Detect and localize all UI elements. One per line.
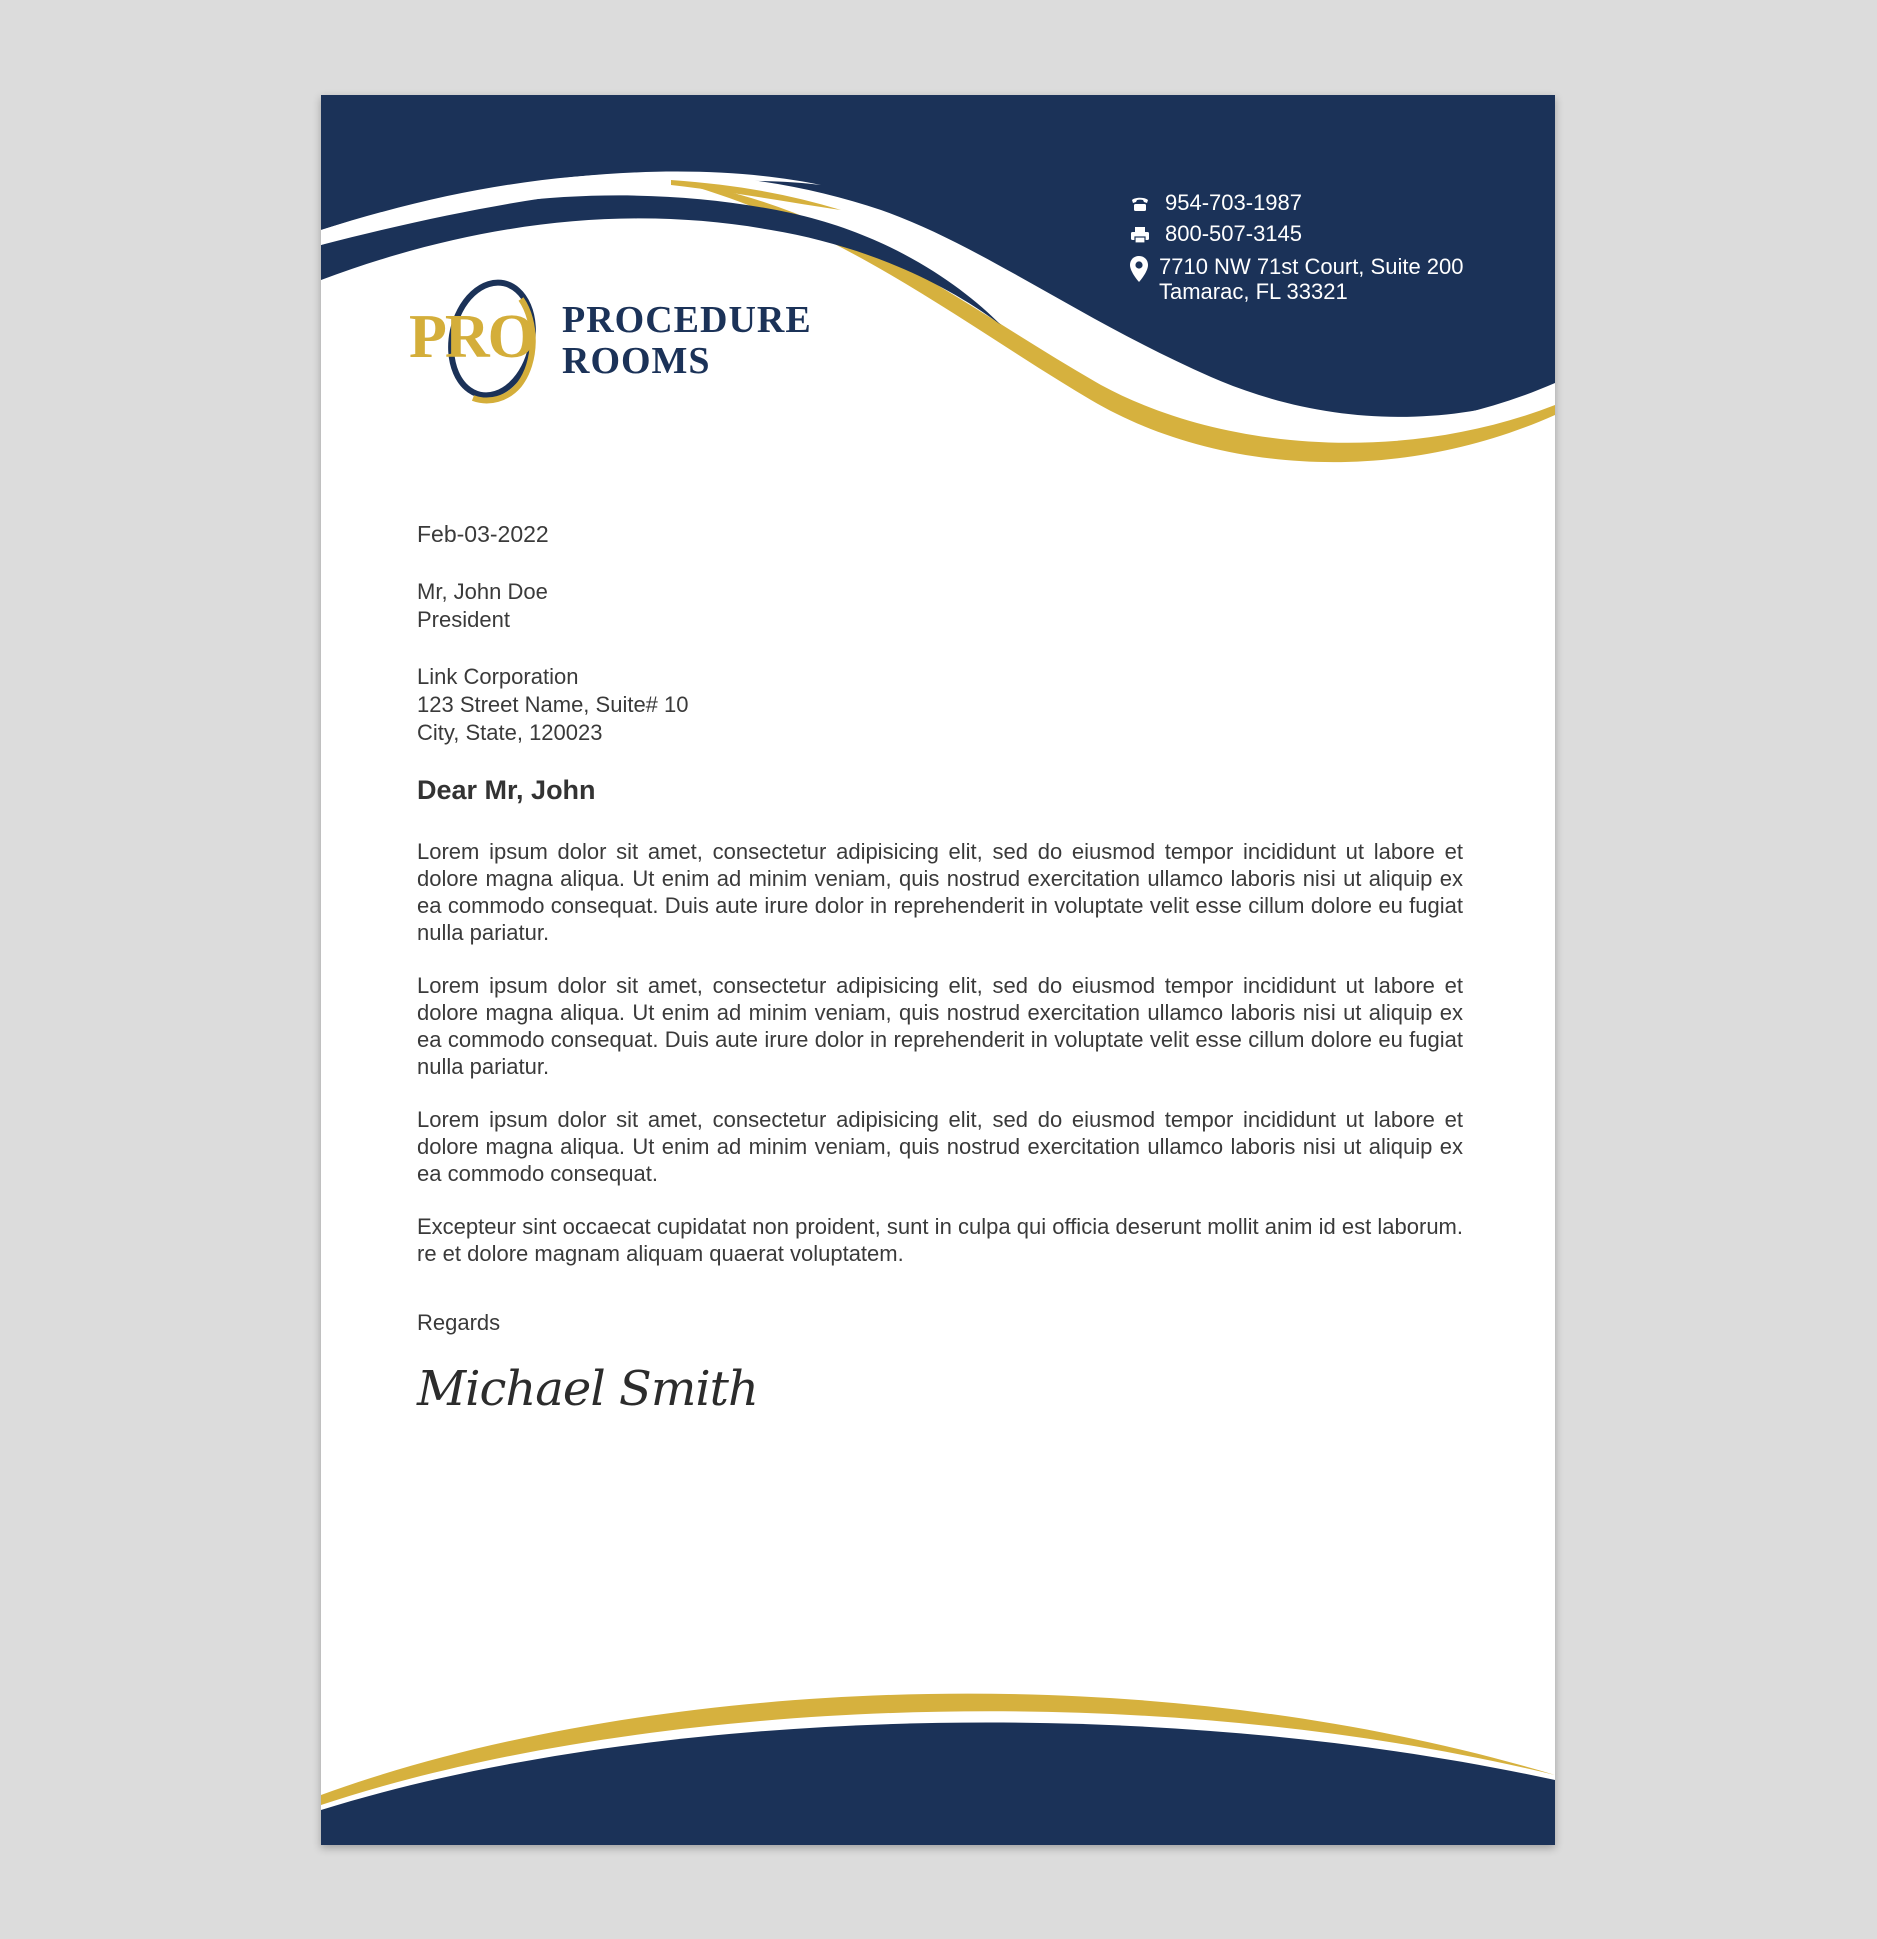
letter-date: Feb-03-2022 xyxy=(417,521,549,547)
address-line-1: 7710 NW 71st Court, Suite 200 xyxy=(1159,254,1464,279)
body-paragraph: Lorem ipsum dolor sit amet, consectetur adipisicing elit, sed do eiusmod tempor incididunt ut labore et dolore magna aliqua. Ut enim ad minim veniam, quis nostrud exercitation ullamco laboris nisi ut aliquip ex ea commodo consequat. Duis aute irure dolor in reprehenderit in voluptate velit esse cillum dolore eu fugiat nulla pariatur. xyxy=(417,839,1463,945)
recipient-street: 123 Street Name, Suite# 10 xyxy=(417,692,689,717)
footer-wave-graphic xyxy=(321,1665,1555,1845)
closing: Regards xyxy=(417,1310,501,1335)
recipient-name: Mr, John Doe xyxy=(417,579,548,604)
company-name-line1: PROCEDURE xyxy=(562,299,812,341)
fax-icon xyxy=(1129,224,1151,246)
contact-fax xyxy=(1129,219,1464,250)
company-name-line2: ROOMS xyxy=(562,340,711,382)
contact-block xyxy=(1129,188,1464,304)
logo-pro-text: PRO xyxy=(409,303,534,371)
company-logo xyxy=(409,277,849,407)
body-paragraph: Excepteur sint occaecat cupidatat non proident, sunt in culpa qui officia deserunt mollit anim id est laborum. re et dolore magnam aliquam quaerat voluptatem. xyxy=(417,1214,1463,1266)
letterhead-page xyxy=(321,95,1555,1845)
body-paragraph: Lorem ipsum dolor sit amet, consectetur adipisicing elit, sed do eiusmod tempor incididunt ut labore et dolore magna aliqua. Ut enim ad minim veniam, quis nostrud exercitation ullamco laboris nisi ut aliquip ex ea commodo consequat. xyxy=(417,1107,1463,1186)
phone-number[interactable]: 954-703-1987 xyxy=(1165,190,1303,216)
letter-body xyxy=(417,520,1463,1417)
recipient-address xyxy=(417,663,1463,747)
company-name xyxy=(562,300,812,382)
recipient-block xyxy=(417,578,1463,634)
recipient-city: City, State, 120023 xyxy=(417,720,603,745)
map-pin-icon xyxy=(1129,255,1151,283)
address-line-2: Tamarac, FL 33321 xyxy=(1159,279,1348,304)
body-paragraph: Lorem ipsum dolor sit amet, consectetur adipisicing elit, sed do eiusmod tempor incididunt ut labore et dolore magna aliqua. Ut enim ad minim veniam, quis nostrud exercitation ullamco laboris nisi ut aliquip ex ea commodo consequat. Duis aute irure dolor in reprehenderit in voluptate velit esse cillum dolore eu fugiat nulla pariatur. xyxy=(417,973,1463,1079)
salutation: Dear Mr, John xyxy=(417,775,596,805)
contact-phone xyxy=(1129,188,1464,219)
contact-address xyxy=(1129,254,1464,304)
recipient-company: Link Corporation xyxy=(417,664,579,689)
phone-icon xyxy=(1129,193,1151,215)
recipient-title: President xyxy=(417,607,510,632)
footer-navy-band xyxy=(321,1723,1555,1845)
signature: Michael Smith xyxy=(417,1361,758,1417)
fax-number[interactable]: 800-507-3145 xyxy=(1165,221,1303,247)
